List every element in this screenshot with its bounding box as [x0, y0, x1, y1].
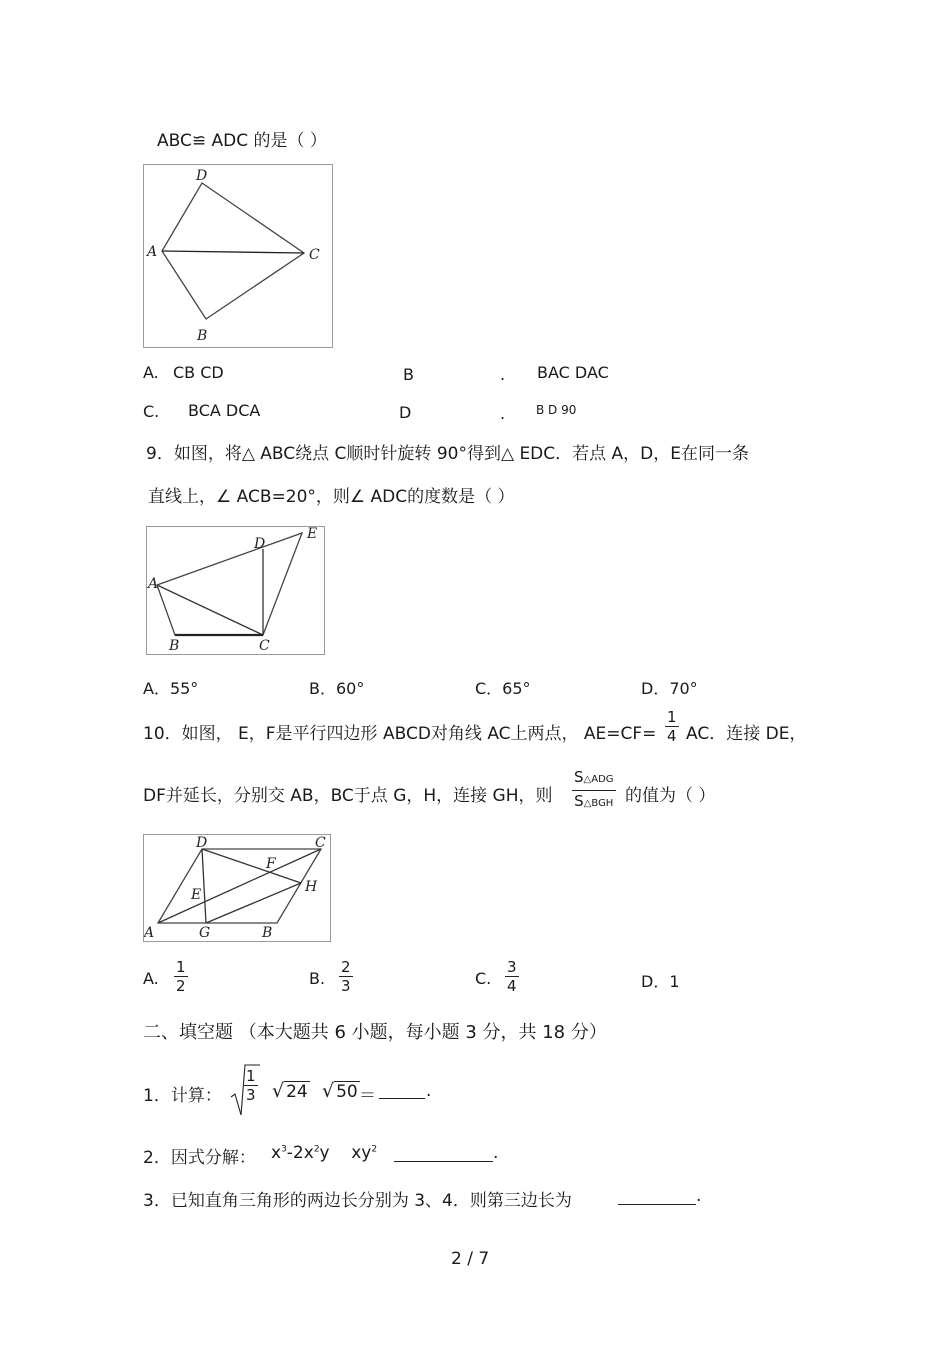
fill3-answer-blank[interactable]: [618, 1188, 696, 1209]
label-c: C: [259, 638, 270, 654]
radical-icon: √: [272, 1080, 285, 1102]
label-a: A: [148, 576, 159, 592]
q9-stem-line1: 9．如图，将△ ABC绕点 C顺时针旋转 90°得到△ EDC．若点 A，D，E在同一条: [146, 444, 750, 464]
label-b: B: [169, 638, 180, 654]
label-e: E: [191, 887, 202, 903]
opt-b-num: 2: [341, 958, 351, 976]
ratio-s-bottom: S: [574, 792, 584, 810]
ratio-s-top: S: [574, 768, 584, 786]
q10-option-c-letter: C.: [475, 969, 492, 988]
q9-option-b: B．60°: [309, 679, 365, 698]
q10-fraction-denominator: 4: [667, 727, 677, 745]
q8-option-b-letter: B: [403, 365, 414, 384]
section-2-title: 二、填空题 （本大题共 6 小题，每小题 3 分，共 18 分）: [143, 1022, 607, 1043]
opt-a-den: 2: [176, 977, 186, 995]
fill1-prefix: 1．计算：: [143, 1086, 222, 1106]
label-c: C: [315, 835, 326, 851]
fill1-answer-blank[interactable]: [379, 1082, 425, 1103]
label-d: D: [196, 168, 208, 184]
label-b: B: [262, 925, 273, 941]
expr-b: -2x: [286, 1143, 314, 1163]
q10-stem-line1-a: 10．如图， E，F是平行四边形 ABCD对角线 AC上两点， AE=CF=: [143, 724, 657, 744]
fill1-sqrt-frac: [230, 1063, 260, 1117]
label-b: B: [197, 328, 208, 344]
q10-area-ratio: [572, 767, 616, 814]
page-number: 2 / 7: [451, 1249, 490, 1269]
fill1-sqrt-50: [322, 1080, 360, 1102]
label-f: F: [266, 856, 276, 872]
q10-fraction-quarter: [665, 708, 679, 745]
q9-figure: [146, 526, 325, 655]
q8-option-c-letter: C.: [143, 402, 160, 421]
q9-option-d: D．70°: [641, 679, 698, 698]
q10-figure: [143, 834, 331, 942]
label-d: D: [196, 835, 208, 851]
label-d: D: [254, 536, 266, 552]
fill3-text: 3．已知直角三角形的两边长分别为 3、4．则第三边长为: [143, 1191, 572, 1211]
q9-stem-line2: 直线上，∠ ACB=20°，则∠ ADC的度数是（ ）: [148, 487, 515, 507]
q9-option-c: C．65°: [475, 679, 531, 698]
sup-3: 2: [371, 1144, 378, 1155]
q10-ratio-numerator: [572, 767, 616, 791]
q8-option-d-dot: .: [500, 404, 506, 423]
fill1-radicand-50: 50: [336, 1082, 358, 1102]
sup-1: 3: [281, 1144, 287, 1155]
fill2-prefix: 2．因式分解：: [143, 1148, 256, 1168]
q8-option-d-letter: D: [399, 403, 412, 422]
fill1-sqrt-24: [272, 1080, 310, 1102]
q8-option-a-text: CB CD: [173, 363, 224, 382]
q8-option-b-text: BAC DAC: [537, 363, 609, 382]
q8-option-a-letter: A.: [143, 363, 159, 382]
opt-b-den: 3: [341, 977, 351, 995]
fill2-end: .: [493, 1143, 499, 1163]
q10-option-b-fraction: [339, 958, 353, 995]
label-h: H: [305, 879, 318, 895]
fill2-answer-blank[interactable]: [394, 1145, 493, 1166]
ratio-sub-bottom: △BGH: [583, 798, 614, 809]
fill1-frac-num: 1: [246, 1067, 256, 1085]
ratio-sub-top: △ADG: [583, 774, 614, 785]
fill1-radicand-24: 24: [286, 1082, 308, 1102]
q8-option-d-text: B D 90: [536, 403, 577, 417]
q10-option-b-letter: B.: [309, 969, 326, 988]
fill3-end: .: [696, 1186, 702, 1206]
q10-option-c-fraction: [505, 958, 519, 995]
q10-stem-line2-a: DF并延长，分别交 AB，BC于点 G，H，连接 GH，则: [143, 786, 553, 806]
q10-fraction-numerator: 1: [667, 708, 677, 726]
q8-figure: [143, 164, 333, 348]
fill1-frac-den: 3: [246, 1086, 256, 1104]
fill1-fraction: [244, 1067, 258, 1104]
q10-option-a-letter: A.: [143, 969, 159, 988]
q10-stem-line2-b: 的值为（ ）: [625, 786, 716, 806]
radical-icon: √: [322, 1080, 335, 1102]
label-e: E: [307, 527, 318, 542]
opt-a-num: 1: [176, 958, 186, 976]
label-a: A: [144, 925, 155, 941]
fill2-expression: [271, 1143, 377, 1163]
sup-2: 2: [313, 1144, 320, 1155]
label-g: G: [199, 925, 211, 941]
q10-option-d: D．1: [641, 972, 680, 991]
q8-stem-tail: ABC≌ ADC 的是（ ）: [157, 131, 327, 151]
label-c: C: [309, 247, 320, 263]
opt-c-den: 4: [507, 977, 517, 995]
q10-ratio-denominator: [572, 791, 616, 814]
fill1-equals: ＝: [359, 1086, 376, 1106]
opt-c-num: 3: [507, 958, 517, 976]
expr-a: x: [271, 1143, 282, 1163]
expr-c: y xy: [319, 1143, 372, 1163]
label-a: A: [147, 244, 158, 260]
q8-option-b-dot: .: [500, 365, 506, 384]
q8-option-c-text: BCA DCA: [188, 401, 261, 420]
fill1-end: .: [426, 1081, 432, 1101]
q10-stem-line1-b: AC．连接 DE，: [686, 724, 807, 744]
q10-option-a-fraction: [174, 958, 188, 995]
q9-option-a: A．55°: [143, 679, 199, 698]
